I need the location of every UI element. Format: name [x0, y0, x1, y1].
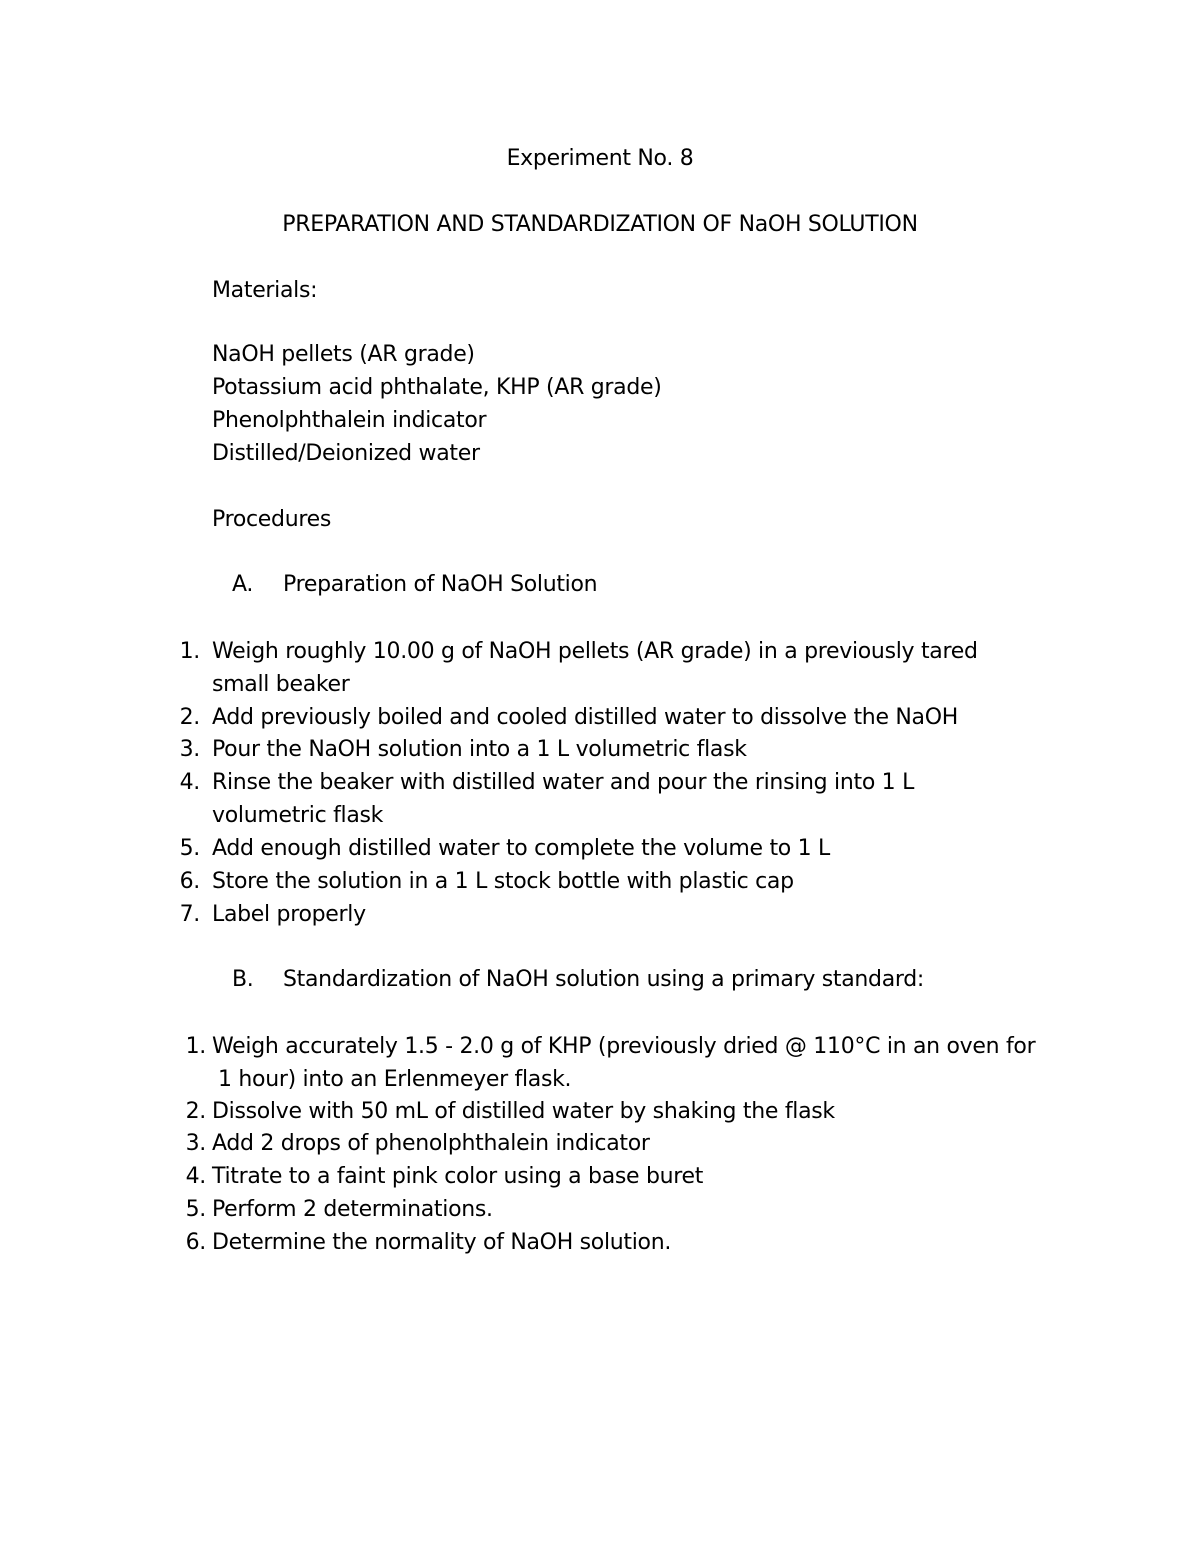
step-text: Dissolve with 50 mL of distilled water by shaking the flask	[212, 1099, 835, 1124]
step-text-continued: small beaker	[212, 672, 350, 697]
material-item: Potassium acid phthalate, KHP (AR grade)	[212, 375, 662, 400]
section-b-marker: B.	[232, 967, 254, 992]
step-number: 6.	[179, 869, 200, 894]
step-number: 7.	[179, 902, 200, 927]
material-item: Distilled/Deionized water	[212, 441, 480, 466]
section-a-marker: A.	[232, 572, 254, 597]
step-text: Store the solution in a 1 L stock bottle with plastic cap	[212, 869, 794, 894]
step-number: 3.	[185, 1131, 206, 1156]
step-text: Add enough distilled water to complete the volume to 1 L	[212, 836, 830, 861]
step-text: Pour the NaOH solution into a 1 L volumetric flask	[212, 737, 747, 762]
step-text: Label properly	[212, 902, 366, 927]
step-number: 6.	[185, 1230, 206, 1255]
step-text: Titrate to a faint pink color using a base buret	[212, 1164, 704, 1189]
document-title: PREPARATION AND STANDARDIZATION OF NaOH SOLUTION	[282, 212, 918, 237]
material-item: Phenolphthalein indicator	[212, 408, 487, 433]
step-text: Add 2 drops of phenolphthalein indicator	[212, 1131, 650, 1156]
section-b-title: Standardization of NaOH solution using a primary standard:	[283, 967, 925, 992]
step-number: 5.	[179, 836, 200, 861]
step-number: 2.	[185, 1099, 206, 1124]
step-number: 4.	[185, 1164, 206, 1189]
section-a-title: Preparation of NaOH Solution	[283, 572, 598, 597]
step-text: Rinse the beaker with distilled water and pour the rinsing into 1 L	[212, 770, 915, 795]
step-text-continued: 1 hour) into an Erlenmeyer flask.	[218, 1067, 572, 1092]
materials-heading: Materials:	[212, 278, 318, 303]
experiment-label: Experiment No. 8	[506, 146, 694, 171]
step-text: Weigh roughly 10.00 g of NaOH pellets (AR grade) in a previously tared	[212, 639, 978, 664]
step-text: Add previously boiled and cooled distilled water to dissolve the NaOH	[212, 705, 958, 730]
step-text-continued: volumetric flask	[212, 803, 384, 828]
step-number: 4.	[179, 770, 200, 795]
step-text: Perform 2 determinations.	[212, 1197, 493, 1222]
step-number: 1.	[185, 1034, 206, 1059]
step-number: 3.	[179, 737, 200, 762]
step-number: 1.	[179, 639, 200, 664]
step-number: 5.	[185, 1197, 206, 1222]
step-text: Determine the normality of NaOH solution.	[212, 1230, 672, 1255]
procedures-heading: Procedures	[212, 507, 331, 532]
step-text: Weigh accurately 1.5 - 2.0 g of KHP (previously dried @ 110°C in an oven for	[212, 1034, 1036, 1059]
material-item: NaOH pellets (AR grade)	[212, 342, 475, 367]
step-number: 2.	[179, 705, 200, 730]
